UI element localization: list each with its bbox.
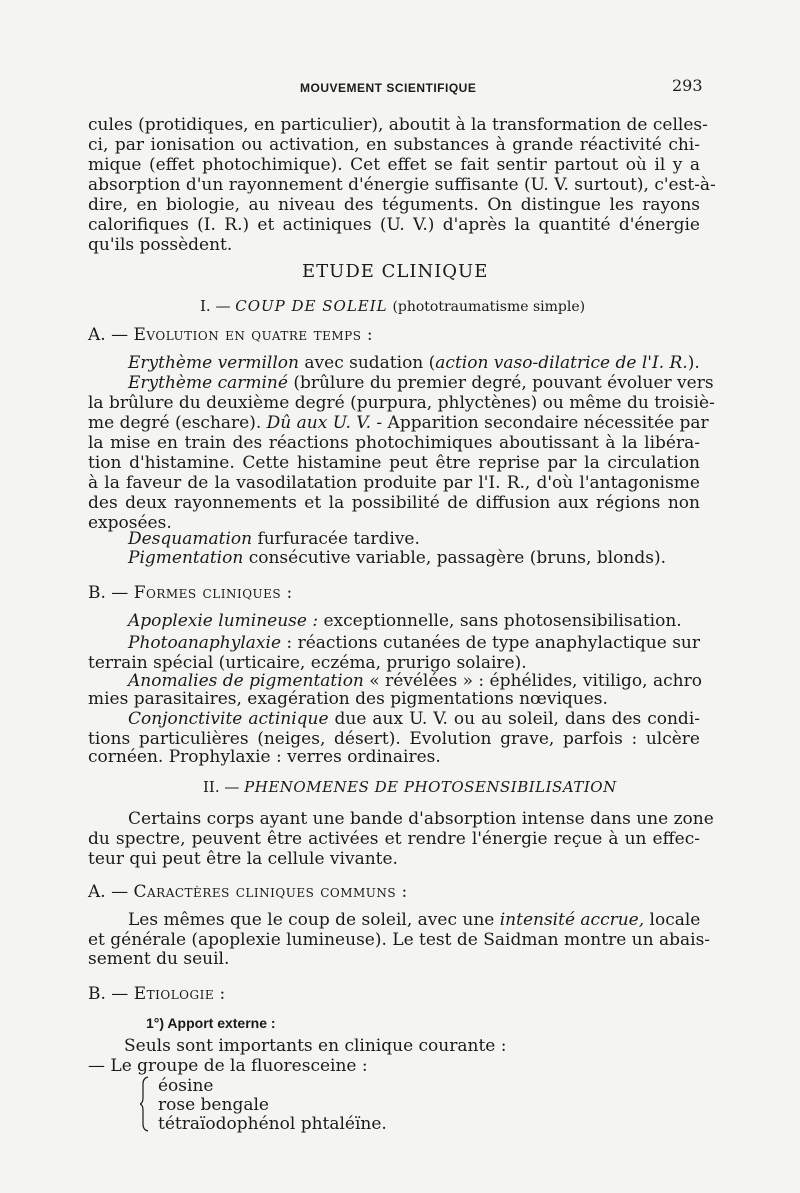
part-heading (203, 778, 617, 797)
paragraph-line: tions particulières (neiges, désert). Evolution grave, parfois : ulcère (88, 729, 700, 749)
paragraph-line: Conjonctivite actinique due aux U. V. ou au soleil, dans des condi- (128, 709, 700, 729)
list-item: rose bengale (158, 1095, 269, 1115)
paragraph-line: Desquamation furfuracée tardive. (128, 529, 420, 549)
paragraph-line: sement du seuil. (88, 949, 230, 969)
paragraph-line: tion d'histamine. Cette histamine peut être reprise par la circulation (88, 453, 700, 473)
paragraph-line: Seuls sont importants en clinique courante : (124, 1036, 507, 1056)
paragraph-line: la brûlure du deuxième degré (purpura, phlyctènes) ou même du troisiè- (88, 393, 715, 413)
curly-brace (140, 1076, 150, 1132)
intro-line: absorption d'un rayonnement d'énergie suffisante (U. V. surtout), c'est-à- (88, 175, 716, 195)
intro-line: calorifiques (I. R.) et actiniques (U. V.) d'après la quantité d'énergie (88, 215, 700, 235)
list-item: éosine (158, 1076, 214, 1096)
part-heading (200, 297, 585, 317)
paragraph-line: du spectre, peuvent être activées et rendre l'énergie reçue à un effec- (88, 829, 700, 849)
paragraph-line: teur qui peut être la cellule vivante. (88, 849, 398, 869)
intro-line: cules (protidiques, en particulier), aboutit à la transformation de celles- (88, 115, 708, 135)
paragraph-line: Les mêmes que le coup de soleil, avec une intensité accrue, locale (128, 910, 701, 930)
subsection-heading: B. — Formes cliniques : (88, 583, 293, 603)
section-title: ETUDE CLINIQUE (302, 261, 489, 282)
paragraph-line: Pigmentation consécutive variable, passagère (bruns, blonds). (128, 548, 666, 568)
intro-line: dire, en biologie, au niveau des téguments. On distingue les rayons (88, 195, 700, 215)
paragraph-line: la mise en train des réactions photochimiques aboutissant à la libéra- (88, 433, 700, 453)
paragraph-line: et générale (apoplexie lumineuse). Le test de Saidman montre un abais- (88, 930, 711, 950)
paragraph-line: — Le groupe de la fluoresceine : (88, 1056, 368, 1076)
intro-line: ci, par ionisation ou activation, en substances à grande réactivité chi- (88, 135, 700, 155)
page-number: 293 (672, 76, 703, 95)
paragraph-line: Erythème vermillon avec sudation (action vaso-dilatrice de l'I. R.). (128, 353, 700, 373)
paragraph-line: Apoplexie lumineuse : exceptionnelle, sans photosensibilisation. (128, 611, 682, 631)
paragraph-line: mies parasitaires, exagération des pigmentations nœviques. (88, 689, 608, 709)
paragraph-line: exposées. (88, 513, 172, 533)
paragraph-line: Certains corps ayant une bande d'absorption intense dans une zone (128, 809, 714, 829)
paragraph-line: terrain spécial (urticaire, eczéma, prurigo solaire). (88, 653, 527, 673)
paragraph-line: Photoanaphylaxie : réactions cutanées de type anaphylactique sur (128, 633, 700, 653)
subsection-heading: B. — Etiologie : (88, 984, 226, 1004)
subsection-heading: A. — Caractères cliniques communs : (88, 882, 408, 902)
running-title: MOUVEMENT SCIENTIFIQUE (300, 81, 477, 95)
paragraph-line: cornéen. Prophylaxie : verres ordinaires. (88, 747, 441, 767)
part-number: II. — (203, 778, 240, 796)
intro-line: qu'ils possèdent. (88, 235, 233, 255)
part-subtitle: (phototraumatisme simple) (392, 299, 586, 315)
paragraph-line: Erythème carminé (brûlure du premier degré, pouvant évoluer vers (128, 373, 714, 393)
list-item: tétraïodophénol phtaléïne. (158, 1114, 387, 1134)
part-title: PHENOMENES DE PHOTOSENSIBILISATION (244, 778, 617, 796)
part-title: COUP DE SOLEIL (235, 297, 388, 315)
paragraph-line: à la faveur de la vasodilatation produite par l'I. R., d'où l'antagonisme (88, 473, 700, 493)
sub-heading: 1°) Apport externe : (146, 1015, 276, 1031)
intro-line: mique (effet photochimique). Cet effet se fait sentir partout où il y a (88, 155, 700, 175)
paragraph-line: des deux rayonnements et la possibilité de diffusion aux régions non (88, 493, 700, 513)
paragraph-line: Anomalies de pigmentation « révélées » : éphélides, vitiligo, achro (128, 671, 702, 691)
subsection-heading: A. — Evolution en quatre temps : (88, 325, 373, 345)
part-number: I. — (200, 297, 231, 315)
paragraph-line: me degré (eschare). Dû aux U. V. - Apparition secondaire nécessitée par (88, 413, 709, 433)
